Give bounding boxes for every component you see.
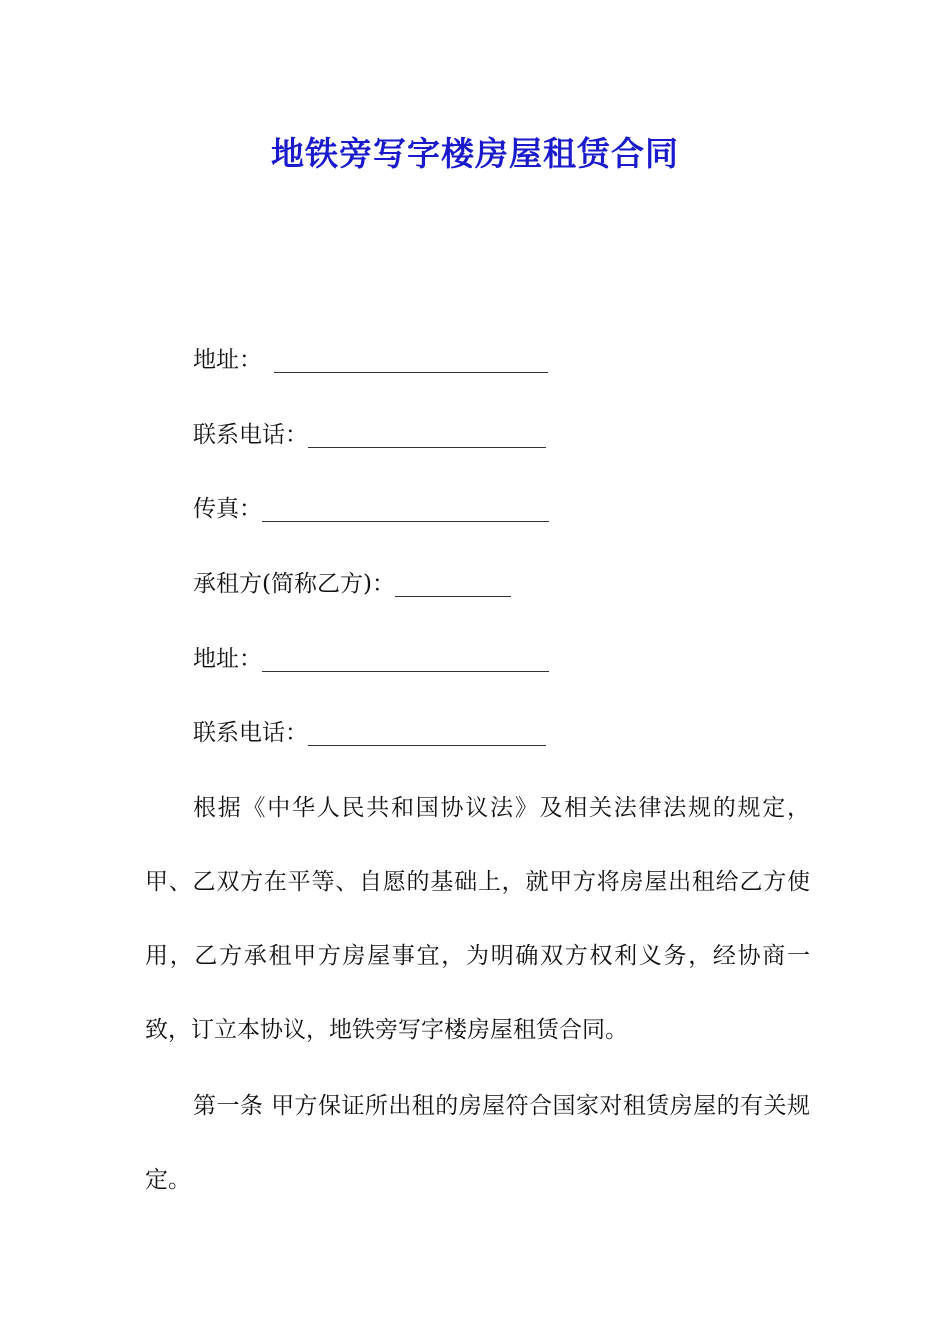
blank-line (308, 721, 546, 746)
field-label: 地址： (193, 347, 262, 373)
paragraph-article-1: 第一条 甲方保证所出租的房屋符合国家对租赁房屋的有关规定。 (145, 1093, 810, 1193)
field-lessee-address (193, 644, 549, 674)
blank-line (262, 647, 549, 672)
blank-line (274, 348, 548, 373)
field-lessor-fax (193, 494, 549, 524)
field-label: 地址： (193, 646, 262, 672)
blank-line (395, 572, 511, 597)
field-lessee-name (193, 569, 511, 599)
field-label: 联系电话： (193, 422, 308, 448)
field-label: 传真： (193, 496, 262, 522)
field-lessee-phone (193, 718, 546, 748)
field-lessor-address (193, 345, 548, 375)
document-title: 地铁旁写字楼房屋租赁合同 (271, 134, 679, 173)
field-lessor-phone (193, 420, 546, 450)
field-label: 承租方(简称乙方)： (193, 571, 395, 597)
field-label: 联系电话： (193, 720, 308, 746)
blank-line (308, 423, 546, 448)
blank-line (262, 497, 549, 522)
paragraph-preamble: 根据《中华人民共和国协议法》及相关法律法规的规定，甲、乙双方在平等、自愿的基础上，就甲方将房屋出租给乙方使用，乙方承租甲方房屋事宜，为明确双方权利义务，经协商一致，订立本协议，地铁旁写字楼房屋租赁合同。 (145, 795, 810, 1043)
